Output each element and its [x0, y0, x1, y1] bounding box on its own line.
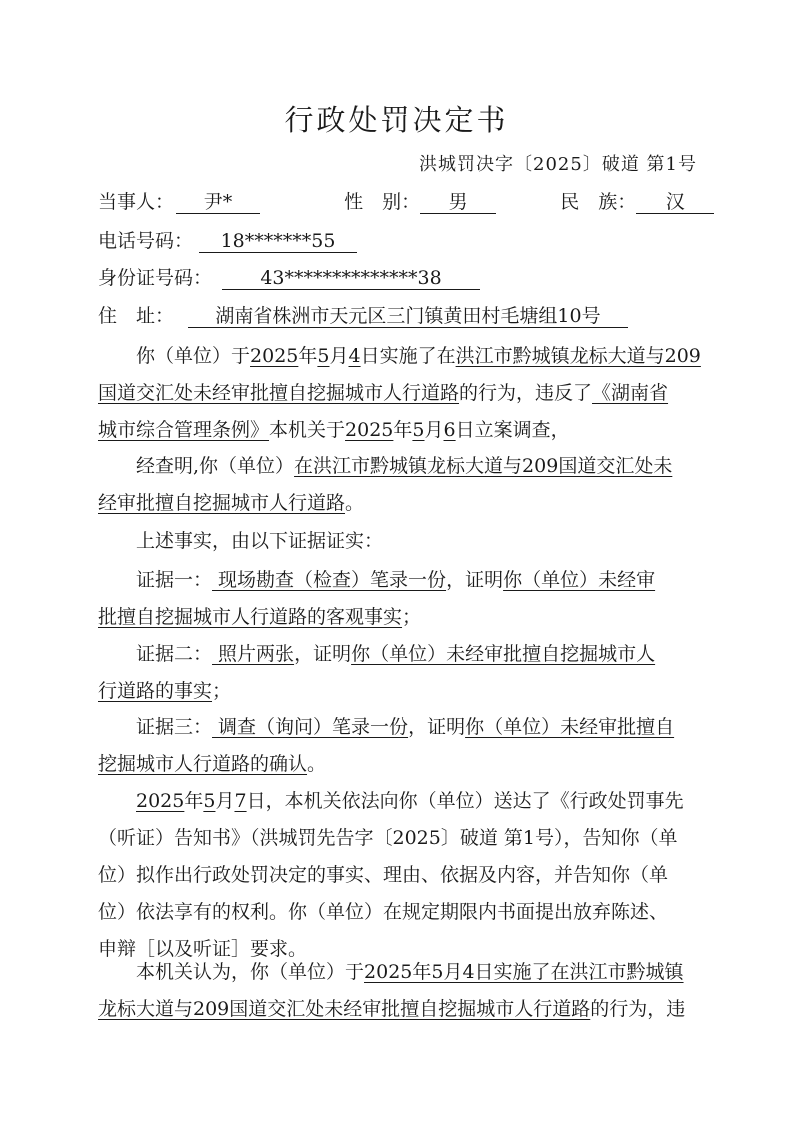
party-row-1 — [98, 190, 714, 214]
paragraph-line: 龙标大道与209国道交汇处未经审批擅自挖掘城市人行道路的行为，违 — [98, 998, 686, 1020]
paragraph-line: 行道路的事实； — [98, 680, 232, 702]
paragraph-line: 申辩［以及听证］要求。 — [98, 938, 308, 960]
paragraph-line: （听证）告知书》（洪城罚先告字〔2025〕破道 第1号），告知你（单 — [98, 827, 678, 849]
evidence-3 — [98, 709, 702, 783]
paragraph-conclusion — [98, 954, 702, 1028]
paragraph-line: 证据一： 现场勘查（检查）笔录一份，证明你（单位）未经审 — [136, 569, 656, 591]
id-label: 身份证号码： — [98, 267, 213, 289]
paragraph-line: 国道交汇处未经审批擅自挖掘城市人行道路的行为，违反了《湖南省 — [98, 382, 669, 404]
name-label: 当事人： — [98, 191, 175, 213]
ethnicity-value: 汉 — [636, 191, 714, 214]
paragraph-line: 经查明,你（单位）在洪江市黔城镇龙标大道与209国道交汇处未 — [136, 455, 673, 477]
id-value: 43**************38 — [222, 267, 480, 290]
paragraph-line: 位）拟作出行政处罚决定的事实、理由、依据及内容，并告知你（单 — [98, 864, 669, 886]
paragraph-line: 位）依法享有的权利。你（单位）在规定期限内书面提出放弃陈述、 — [98, 901, 669, 923]
document-title: 行政处罚决定书 — [284, 103, 509, 137]
paragraph-line: 经审批擅自挖掘城市人行道路。 — [98, 492, 365, 514]
evidence-1 — [98, 562, 702, 636]
phone-value: 18*******55 — [199, 230, 357, 253]
phone-label: 电话号码： — [98, 230, 194, 252]
paragraph-evidence-intro: 上述事实，由以下证据证实： — [136, 530, 384, 552]
phone-row — [98, 229, 357, 253]
paragraph-line: 城市综合管理条例》本机关于2025年5月6日立案调查， — [98, 419, 570, 441]
paragraph-line: 批擅自挖掘城市人行道路的客观事实； — [98, 606, 422, 628]
id-row — [98, 266, 480, 290]
paragraph-line: 证据二： 照片两张，证明你（单位）未经审批擅自挖掘城市人 — [136, 643, 656, 665]
paragraph-line: 2025年5月7日，本机关依法向你（单位）送达了《行政处罚事先 — [136, 790, 684, 812]
address-value: 湖南省株洲市天元区三门镇黄田村毛塘组10号 — [188, 305, 628, 328]
gender-label: 性 别： — [344, 191, 421, 213]
address-row — [98, 304, 628, 328]
paragraph-case-facts — [98, 338, 702, 449]
paragraph-line: 挖掘城市人行道路的确认。 — [98, 753, 327, 775]
name-value: 尹* — [176, 191, 260, 214]
evidence-2 — [98, 636, 702, 710]
paragraph-line: 你（单位）于2025年5月4日实施了在洪江市黔城镇龙标大道与209 — [136, 345, 701, 367]
paragraph-notice — [98, 783, 702, 968]
paragraph-line: 本机关认为，你（单位）于2025年5月4日实施了在洪江市黔城镇 — [136, 961, 684, 983]
document-number: 洪城罚决字〔2025〕破道 第1号 — [419, 154, 697, 175]
paragraph-findings — [98, 448, 702, 522]
paragraph-line: 证据三： 调查（询问）笔录一份，证明你（单位）未经审批擅自 — [136, 716, 675, 738]
ethnicity-label: 民 族： — [560, 191, 637, 213]
gender-value: 男 — [420, 191, 496, 214]
address-label: 住 址： — [98, 305, 175, 327]
